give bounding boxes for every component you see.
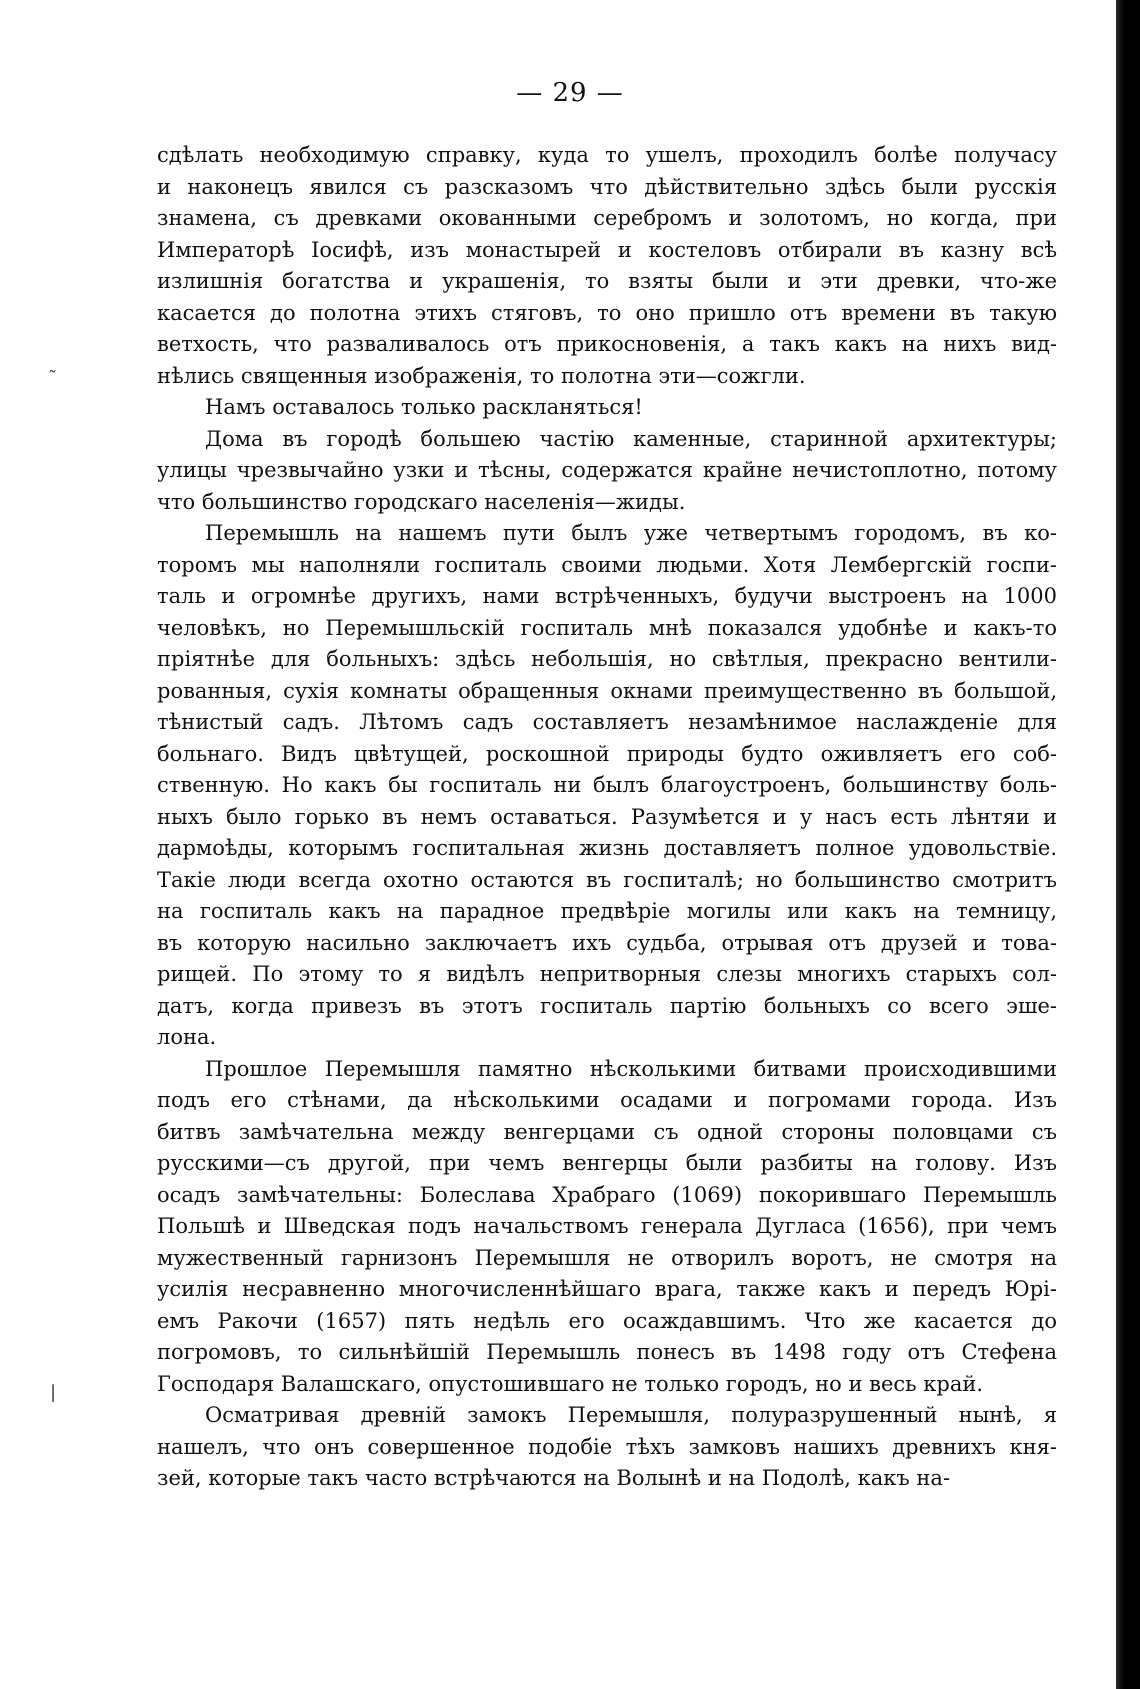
text-line: Прошлое Перемышля памятно нѣсколькими битвами происходившими (205, 1056, 1057, 1081)
text-line: подъ его стѣнами, да нѣсколькими осадами и погромами города. Изъ (157, 1088, 1057, 1112)
text-line: Польшѣ и Шведская подъ начальствомъ генерала Дугласа (1656), при чемъ (157, 1214, 1057, 1238)
text-line: Господаря Валашскаго, опустошившаго не только городъ, но и весь край. (157, 1371, 984, 1396)
text-line: емъ Ракочи (1657) пять недѣль его осаждавшимъ. Что же касается до (157, 1308, 1057, 1333)
text-line: Дома въ городѣ большею частію каменные, старинной архитектуры; (205, 426, 1057, 451)
text-line: битвъ замѣчательна между венгерцами съ одной стороны половцами съ (157, 1119, 1057, 1144)
text-line: погромовъ, то сильнѣйшій Перемышль понесъ въ 1498 году отъ Стефена (157, 1340, 1057, 1364)
text-line: сдѣлать необходимую справку, куда то ушелъ, проходилъ болѣе получасу (157, 143, 1057, 167)
paragraph (157, 1400, 1057, 1495)
text-line: осадъ замѣчательны: Болеслава Храбраго (1069) покорившаго Перемышль (157, 1182, 1057, 1207)
text-line: что большинство городскаго населенія—жиды. (157, 489, 686, 514)
text-line: усилія несравненно многочисленнѣйшаго врага, также какъ и передъ Юрі- (157, 1277, 1057, 1301)
text-line: датъ, когда привезъ въ этотъ госпиталь партію больныхъ со всего эше- (157, 993, 1057, 1018)
paragraph (157, 424, 1057, 519)
text-line: больнаго. Видъ цвѣтущей, роскошной природы будто оживляетъ его соб- (157, 741, 1057, 766)
text-line: пріятнѣе для больныхъ: здѣсь небольшія, но свѣтлыя, прекрасно вентили- (157, 647, 1057, 671)
text-line: нѣлись священныя изображенія, то полотна эти—сожгли. (157, 363, 806, 388)
text-line: нашелъ, что онъ совершенное подобіе тѣхъ замковъ нашихъ древнихъ кня- (157, 1434, 1057, 1459)
scan-page-edge (1116, 0, 1140, 1689)
text-line: лона. (157, 1025, 217, 1049)
text-line: Такіе люди всегда охотно остаются въ госпиталѣ; но большинство смотритъ (157, 867, 1057, 892)
text-line: торомъ мы наполняли госпиталь своими людьми. Хотя Лембергскій госпи- (157, 552, 1057, 577)
margin-mark: | (50, 1382, 57, 1403)
text-line: русскими—съ другой, при чемъ венгерцы были разбиты на голову. Изъ (157, 1151, 1057, 1175)
paragraph (157, 392, 1057, 424)
text-line: таль и огромнѣе другихъ, нами встрѣченныхъ, будучи выстроенъ на 1000 (157, 584, 1057, 608)
paragraph (157, 140, 1057, 392)
text-line: ныхъ было горько въ немъ оставаться. Разумѣется и у насъ есть лѣнтяи и (157, 804, 1057, 829)
margin-mark: ˜ (48, 368, 57, 389)
text-line: Намъ оставалось только раскланяться! (205, 395, 643, 419)
text-line: касается до полотна этихъ стяговъ, то оно пришло отъ времени въ такую (157, 300, 1057, 325)
text-line: тѣнистый садъ. Лѣтомъ садъ составляетъ незамѣнимое наслажденіе для (157, 710, 1057, 734)
text-line: ветхость, что разваливалось отъ прикосновенія, а такъ какъ на нихъ вид- (157, 332, 1057, 356)
page-number: — 29 — (516, 78, 624, 108)
text-line: зей, которые такъ часто встрѣчаются на Волынѣ и на Подолѣ, какъ на- (157, 1466, 951, 1490)
text-line: улицы чрезвычайно узки и тѣсны, содержатся крайне нечистоплотно, потому (157, 458, 1057, 482)
text-line: дармоѣды, которымъ госпитальная жизнь доставляетъ полное удовольствіе. (157, 836, 1057, 860)
text-line: на госпиталь какъ на парадное предвѣріе могилы или какъ на темницу, (157, 899, 1057, 923)
text-line: Императорѣ Іосифѣ, изъ монастырей и костеловъ отбирали въ казну всѣ (157, 237, 1057, 262)
text-line: человѣкъ, но Перемышльскій госпиталь мнѣ показался удобнѣе и какъ-то (157, 615, 1057, 640)
text-line: мужественный гарнизонъ Перемышля не отворилъ воротъ, не смотря на (157, 1245, 1057, 1270)
text-line: знамена, съ древками окованными серебромъ и золотомъ, но когда, при (157, 206, 1057, 230)
text-line: ственную. Но какъ бы госпиталь ни былъ благоустроенъ, большинству боль- (157, 773, 1057, 797)
text-line: въ которую насильно заключаетъ ихъ судьба, отрывая отъ друзей и това- (157, 930, 1057, 955)
text-line: излишнія богатства и украшенія, то взяты были и эти древки, что-же (157, 269, 1057, 293)
text-line: Осматривая древній замокъ Перемышля, полуразрушенный нынѣ, я (205, 1403, 1057, 1427)
text-line: рованныя, сухія комнаты обращенныя окнами преимущественно въ большой, (157, 678, 1057, 703)
body-text (157, 140, 1057, 1495)
text-line: рищей. По этому то я видѣлъ непритворныя слезы многихъ старыхъ сол- (157, 962, 1057, 986)
text-line: и наконецъ явился съ разсказомъ что дѣйствительно здѣсь были русскія (157, 174, 1057, 199)
text-line: Перемышль на нашемъ пути былъ уже четвертымъ городомъ, въ ко- (205, 521, 1057, 545)
paragraph (157, 518, 1057, 1054)
paragraph (157, 1054, 1057, 1401)
